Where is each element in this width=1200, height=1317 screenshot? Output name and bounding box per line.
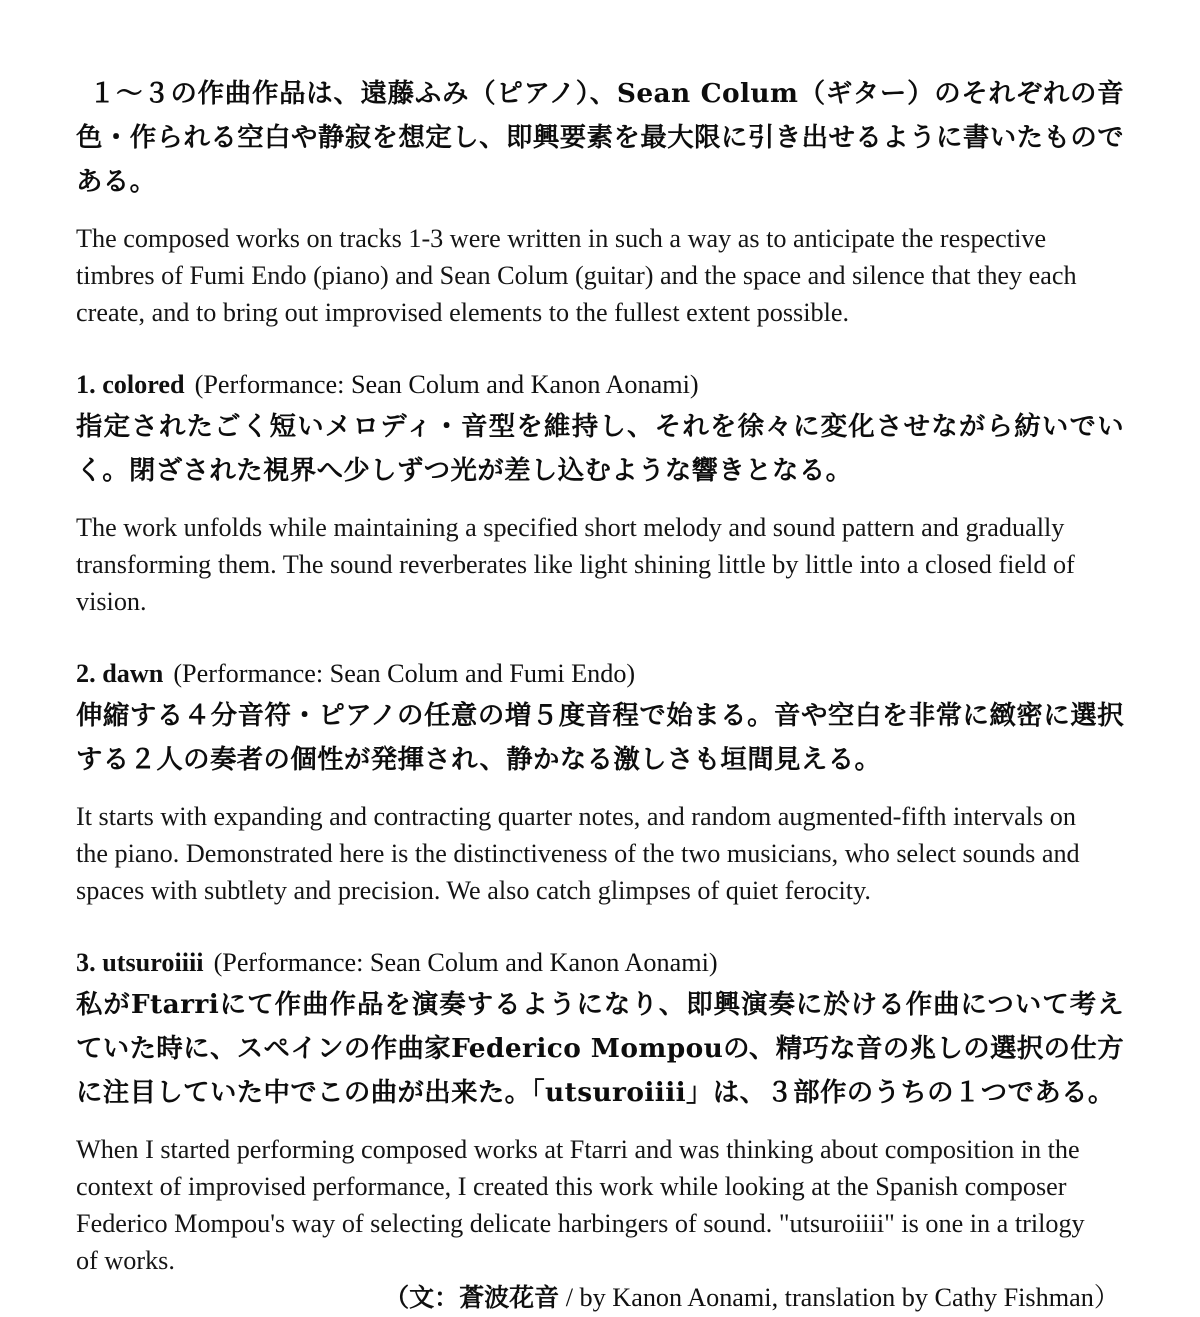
intro-english-paragraph: The composed works on tracks 1-3 were written in such a way as to anticipate the respective timbres of Fumi Endo (piano) and Sean Colum (guitar) and the space and silence that they each create, and to bring out improvised elements to the fullest extent possible. xyxy=(76,224,1077,327)
section-2-english-paragraph: It starts with expanding and contracting quarter notes, and random augmented-fifth intervals on the piano. Demonstrated here is the distinctiveness of the two musicians, who select sounds and spaces with subtlety and precision. We also catch glimpses of quiet ferocity. xyxy=(76,802,1080,905)
credit-open-paren: （ xyxy=(384,1283,410,1312)
section-1-performance: (Performance: Sean Colum and Kanon Aonami) xyxy=(194,370,699,399)
section-1-english-paragraph: The work unfolds while maintaining a specified short melody and sound pattern and gradually transforming them. The sound reverberates like light shining little by little into a closed field of vision. xyxy=(76,513,1075,616)
section-1-heading xyxy=(76,365,1124,405)
section-3-heading xyxy=(76,943,1124,983)
intro-japanese-paragraph: １〜３の作曲作品は、遠藤ふみ（ピアノ）、Sean Colum（ギター）のそれぞれの音色・作られる空白や静寂を想定し、即興要素を最大限に引き出せるように書いたものである。 xyxy=(76,78,1124,197)
credit-author-name: 文：蒼波花音 xyxy=(409,1283,560,1312)
credit-japanese-author xyxy=(384,1283,559,1312)
section-2-dawn xyxy=(76,654,1124,909)
spacer xyxy=(76,782,1124,798)
section-3-performance: (Performance: Sean Colum and Kanon Aonami) xyxy=(213,948,718,977)
section-3-title: 3. utsuroiiii xyxy=(76,948,204,977)
credit-line xyxy=(76,1279,1124,1317)
section-3-utsuroiiii xyxy=(76,943,1124,1279)
spacer xyxy=(76,204,1124,220)
section-2-title: 2. dawn xyxy=(76,659,164,688)
section-1-colored xyxy=(76,365,1124,620)
section-1-japanese-paragraph: 指定されたごく短いメロディ・音型を維持し、それを徐々に変化させながら紡いでいく。閉ざされた視界へ少しずつ光が差し込むような響きとなる。 xyxy=(76,411,1124,486)
spacer xyxy=(76,331,1124,365)
section-2-performance: (Performance: Sean Colum and Fumi Endo) xyxy=(173,659,636,688)
credit-translation-note: / by Kanon Aonami, translation by Cathy Fishman） xyxy=(559,1283,1120,1312)
spacer xyxy=(76,620,1124,654)
spacer xyxy=(76,909,1124,943)
spacer xyxy=(76,1115,1124,1131)
section-2-heading xyxy=(76,654,1124,694)
intro-block xyxy=(76,72,1124,331)
section-2-japanese-paragraph: 伸縮する４分音符・ピアノの任意の増５度音程で始まる。音や空白を非常に緻密に選択する２人の奏者の個性が発揮され、静かなる激しさも垣間見える。 xyxy=(76,700,1124,775)
spacer xyxy=(76,493,1124,509)
section-3-english-paragraph: When I started performing composed works at Ftarri and was thinking about composition in the context of improvised performance, I created this work while looking at the Spanish composer Federico Mompou's way of selecting delicate harbingers of sound. "utsuroiiii" is one in a trilogy of works. xyxy=(76,1135,1085,1275)
section-1-title: 1. colored xyxy=(76,370,185,399)
section-3-japanese-paragraph: 私がFtarriにて作曲作品を演奏するようになり、即興演奏に於ける作曲について考えていた時に、スペインの作曲家Federico Mompouの、精巧な音の兆しの選択の仕方に注目していた中でこの曲が出来た。「utsuroiiii」は、３部作のうちの１つである。 xyxy=(76,989,1124,1108)
